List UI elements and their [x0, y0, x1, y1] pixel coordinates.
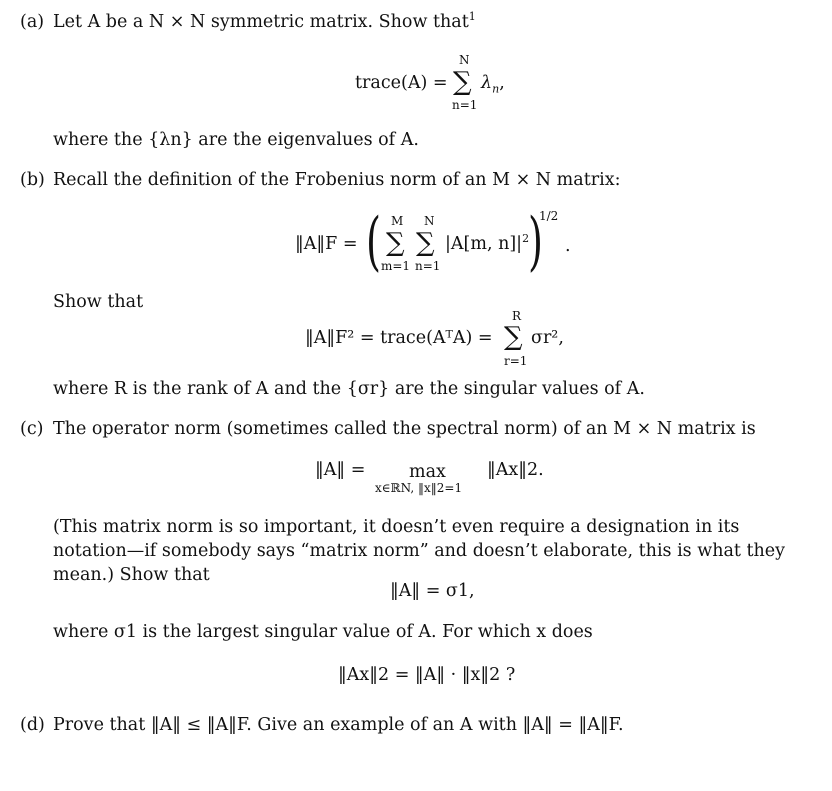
part-b-show-that: Show that [53, 292, 144, 312]
trace-sum-lower: n=1 [452, 98, 478, 112]
frob-sum1-upper: M [391, 214, 404, 228]
trace-eq-tail: , [499, 73, 505, 93]
part-c-where: where σ1 is the largest singular value of A. For which x does [53, 622, 593, 642]
sum-symbol: ∑ [416, 228, 435, 258]
trace-eq-body [481, 73, 505, 96]
lambda-symbol: λ [481, 73, 493, 93]
eq2-lower: r=1 [504, 354, 528, 368]
frob-body-text: |A[m, n]| [445, 234, 523, 254]
frobenius-trace-equation [305, 310, 585, 370]
eq2-lhs: ‖A‖F² = trace(AᵀA) = [305, 328, 493, 348]
trace-sum-upper: N [459, 53, 470, 67]
sigma-equation: ‖A‖ = σ1, [390, 581, 475, 601]
sum-symbol: ∑ [504, 322, 523, 352]
frob-sum2-upper: N [424, 214, 435, 228]
part-a-label: (a) [20, 12, 45, 32]
part-c-paren-text: (This matrix norm is so important, it doesn’t even require a designation in its notation—if somebody says “matrix norm” and doesn’t elaborate, this is what they mean.) Show that [53, 517, 786, 585]
part-a-intro [53, 10, 476, 32]
frob-body-exp: 2 [522, 232, 530, 246]
op-max-sub: x∈ℝN, ‖x‖2=1 [375, 481, 463, 495]
frobenius-equation [295, 205, 585, 288]
part-c-label: (c) [20, 419, 44, 439]
frob-outer-exp: 1/2 [539, 209, 559, 223]
frob-body [445, 232, 530, 254]
op-max: max [409, 462, 446, 482]
frob-lhs: ‖A‖F = [295, 234, 358, 254]
op-lhs: ‖A‖ = [315, 460, 366, 480]
op-body: ‖Ax‖2. [487, 460, 544, 480]
trace-eq-lhs: trace(A) = [355, 73, 448, 93]
footnote-marker: 1 [468, 10, 476, 24]
right-paren: ) [527, 205, 543, 279]
frob-sum2-lower: n=1 [415, 259, 441, 273]
part-b-after: where R is the rank of A and the {σr} are the singular values of A. [53, 379, 645, 399]
eq2-body: σr², [531, 328, 564, 348]
sum-symbol: ∑ [386, 228, 405, 258]
part-c-intro: The operator norm (sometimes called the spectral norm) of an M × N matrix is [53, 419, 756, 439]
eq2-upper: R [512, 309, 522, 323]
sum-symbol: ∑ [453, 67, 472, 97]
part-d-text: Prove that ‖A‖ ≤ ‖A‖F. Give an example of an A with ‖A‖ = ‖A‖F. [53, 715, 624, 735]
question-equation: ‖Ax‖2 = ‖A‖ · ‖x‖2 ? [338, 665, 516, 685]
part-d-label: (d) [20, 715, 45, 735]
frob-sum1-lower: m=1 [381, 259, 411, 273]
part-a-intro-text: Let A be a N × N symmetric matrix. Show that [53, 12, 469, 32]
operator-norm-equation [315, 458, 575, 498]
left-paren: ( [365, 205, 381, 279]
lambda-sub: n [492, 82, 500, 96]
trace-equation [355, 54, 555, 114]
frob-tail: . [565, 236, 571, 256]
part-b-intro: Recall the definition of the Frobenius norm of an M × N matrix: [53, 170, 621, 190]
part-b-label: (b) [20, 170, 45, 190]
part-a-after: where the {λn} are the eigenvalues of A. [53, 130, 419, 150]
